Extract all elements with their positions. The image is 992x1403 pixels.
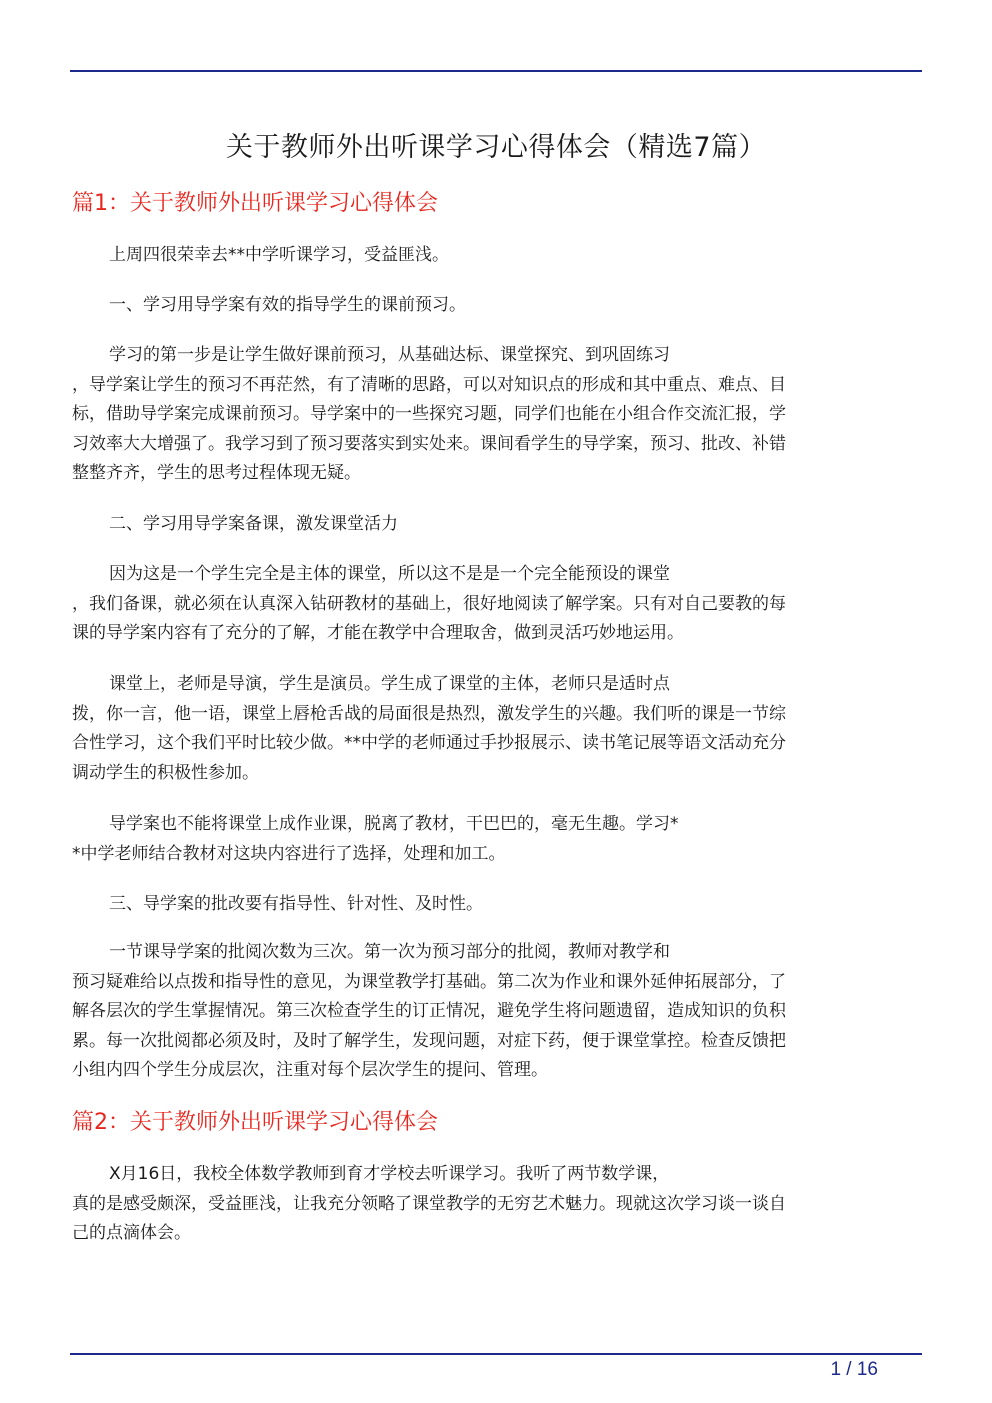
paragraph-line: 解各层次的学生掌握情况。第三次检查学生的订正情况，避免学生将问题遗留，造成知识的负积	[72, 1001, 786, 1021]
paragraph-line: 导学案也不能将课堂上成作业课，脱离了教材，干巴巴的，毫无生趣。学习*	[109, 814, 679, 834]
document-title: 关于教师外出听课学习心得体会（精选7篇）	[225, 132, 767, 163]
section-1-paragraph-5	[72, 560, 912, 649]
paragraph-line: 习效率大大增强了。我学习到了预习要落实到实处来。课间看学生的导学案，预习、批改、补错	[72, 433, 786, 454]
paragraph-line: 真的是感受颇深，受益匪浅，让我充分领略了课堂教学的无穷艺术魅力。现就这次学习谈一谈自	[72, 1193, 786, 1214]
paragraph-line: 合性学习，这个我们平时比较少做。**中学的老师通过手抄报展示、读书笔记展等语文活动充分	[72, 733, 786, 753]
section-2-heading: 篇2：关于教师外出听课学习心得体会	[72, 1110, 438, 1135]
section-1-paragraph-9	[72, 938, 912, 1086]
paragraph-line: 累。每一次批阅都必须及时，及时了解学生，发现问题，对症下药，便于课堂掌控。检查反馈把	[72, 1030, 786, 1051]
header-rule	[70, 70, 922, 72]
paragraph-line: ，导学案让学生的预习不再茫然，有了清晰的思路，可以对知识点的形成和其中重点、难点、目	[72, 374, 786, 395]
section-2-paragraph-1	[72, 1160, 912, 1249]
paragraph-line: 小组内四个学生分成层次，注重对每个层次学生的提问、管理。	[72, 1060, 548, 1080]
section-1-paragraph-1	[72, 241, 912, 271]
paragraph-line: 一节课导学案的批阅次数为三次。第一次为预习部分的批阅，教师对教学和	[109, 942, 670, 962]
paragraph-line: 课的导学案内容有了充分的了解，才能在教学中合理取舍，做到灵活巧妙地运用。	[72, 623, 684, 643]
paragraph-line: 标，借助导学案完成课前预习。导学案中的一些探究习题，同学们也能在小组合作交流汇报，学	[72, 404, 786, 424]
page-number: 1 / 16	[830, 1359, 878, 1380]
paragraph-line: ，我们备课，就必须在认真深入钻研教材的基础上，很好地阅读了解学案。只有对自己要教的每	[72, 593, 786, 614]
paragraph-line: 调动学生的积极性参加。	[72, 762, 259, 783]
paragraph-line: 预习疑难给以点拨和指导性的意见，为课堂教学打基础。第二次为作业和课外延伸拓展部分，了	[72, 971, 786, 992]
paragraph-line: X月16日，我校全体数学教师到育才学校去听课学习。我听了两节数学课，	[109, 1164, 670, 1184]
paragraph-line: 上周四很荣幸去**中学听课学习，受益匪浅。	[109, 245, 449, 265]
section-1-paragraph-7	[72, 810, 912, 869]
paragraph-line: 二、学习用导学案备课，激发课堂活力	[109, 514, 398, 534]
paragraph-line: *中学老师结合教材对这块内容进行了选择，处理和加工。	[72, 843, 506, 864]
paragraph-line: 三、导学案的批改要有指导性、针对性、及时性。	[109, 894, 483, 914]
paragraph-line: 拨，你一言，他一语，课堂上唇枪舌战的局面很是热烈，激发学生的兴趣。我们听的课是一节综	[72, 703, 786, 724]
section-1-paragraph-6	[72, 670, 912, 788]
paragraph-line: 学习的第一步是让学生做好课前预习，从基础达标、课堂探究、到巩固练习	[109, 345, 670, 365]
paragraph-line: 一、学习用导学案有效的指导学生的课前预习。	[109, 295, 466, 315]
paragraph-line: 己的点滴体会。	[72, 1223, 191, 1243]
paragraph-line: 因为这是一个学生完全是主体的课堂，所以这不是是一个完全能预设的课堂	[109, 564, 670, 584]
section-1-heading: 篇1：关于教师外出听课学习心得体会	[72, 191, 438, 216]
section-1-paragraph-3	[72, 341, 912, 489]
paragraph-line: 整整齐齐，学生的思考过程体现无疑。	[72, 463, 361, 483]
section-1-paragraph-2	[72, 291, 912, 321]
section-1-paragraph-4	[72, 510, 912, 540]
paragraph-line: 课堂上，老师是导演，学生是演员。学生成了课堂的主体，老师只是适时点	[109, 674, 670, 694]
footer-rule	[70, 1353, 922, 1355]
section-1-paragraph-8	[72, 890, 912, 920]
